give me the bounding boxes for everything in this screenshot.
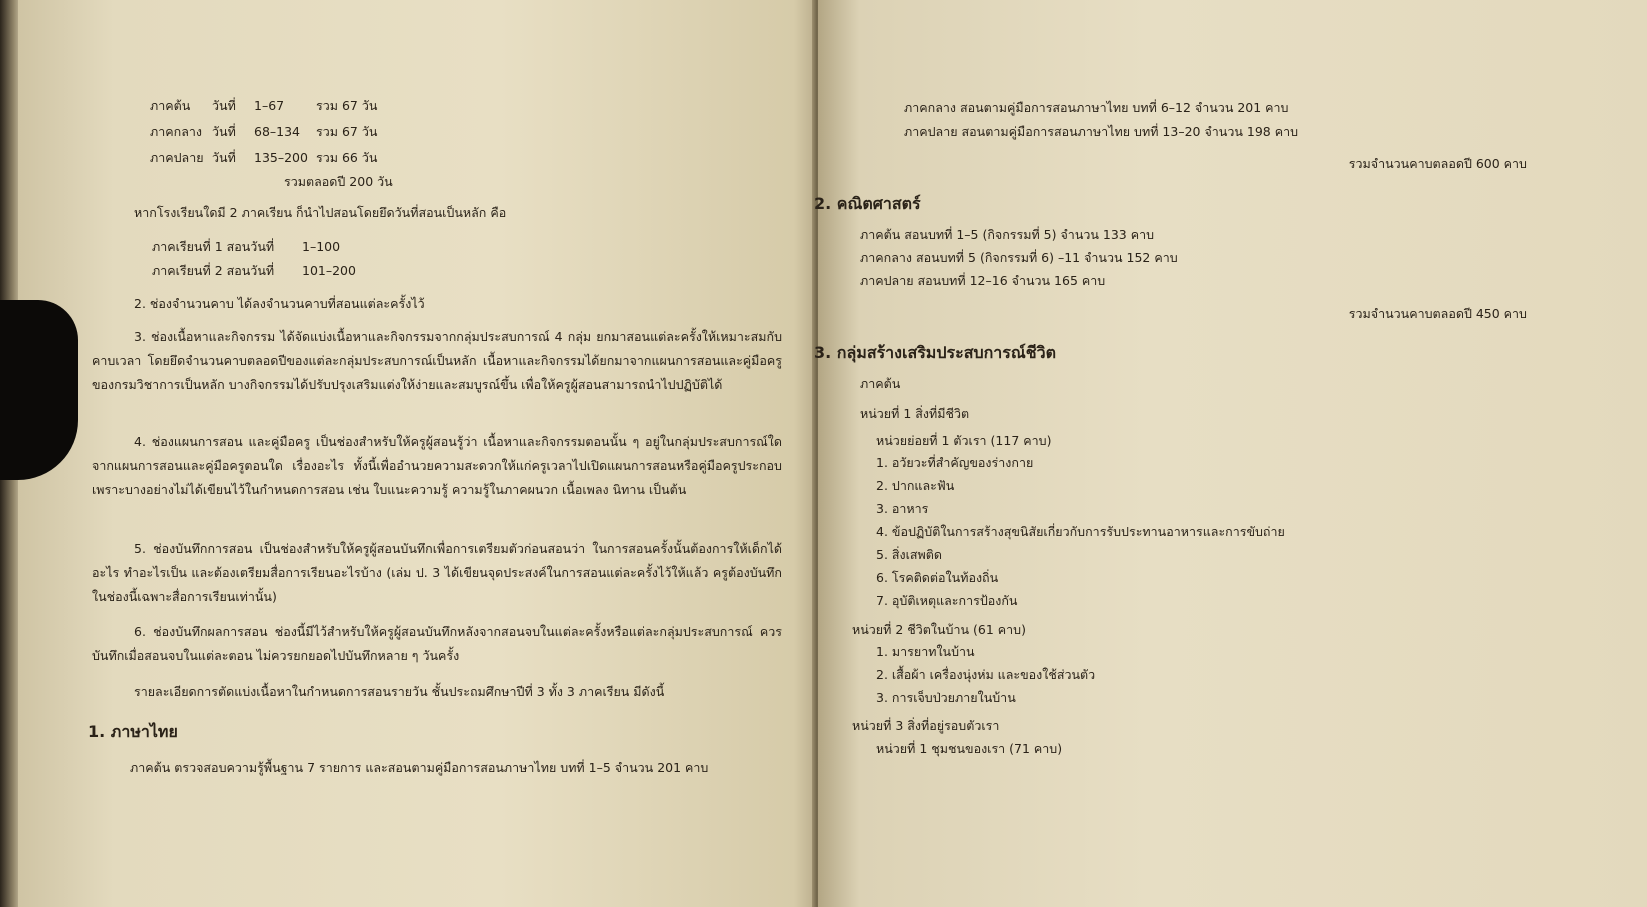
- two-term-row: [152, 263, 356, 279]
- item-2: 2. ช่องจำนวนคาบ ได้ลงจำนวนคาบที่สอนแต่ละครั้งไว้: [134, 296, 425, 311]
- math-total: รวมจำนวนคาบตลอดปี 450 คาบ: [1348, 306, 1527, 321]
- day-label: วันที่: [212, 124, 236, 139]
- subunit-1-title: หน่วยย่อยที่ 1 ตัวเรา (117 คาบ): [876, 433, 1052, 448]
- day-total: รวม 66 วัน: [316, 150, 378, 165]
- list-item: 3. การเจ็บป่วยภายในบ้าน: [876, 690, 1016, 705]
- section-3-title: 3. กลุ่มสร้างเสริมประสบการณ์ชีวิต: [814, 343, 1056, 362]
- item-4: 4. ช่องแผนการสอน และคู่มือครู เป็นช่องสำหรับให้ครูผู้สอนรู้ว่า เนื้อหาและกิจกรรมตอนนั้น ๆ อยู่ในกลุ่มประสบการณ์ใด จากแผนการสอนและคู่มือครูตอนใด เรื่องอะไร ทั้งนี้เพื่ออำนวยความสะดวกให้แก่ครูเวลาไปเปิดแผนการสอนหรือคู่มือครูประกอบ เพราะบางอย่างไม่ได้เขียนไว้ในกำหนดการสอน เช่น ใบแนะความรู้ ความรู้ในภาคผนวก เนื้อเพลง นิทาน เป็นต้น: [92, 434, 782, 497]
- list-item: 2. ปากและฟัน: [876, 478, 955, 493]
- schedule-row: [150, 98, 377, 114]
- schedule-row: [150, 150, 377, 166]
- term-label: ภาคต้น: [150, 98, 191, 113]
- unit-3-title: หน่วยที่ 3 สิ่งที่อยู่รอบตัวเรา: [852, 718, 1000, 733]
- thai-early-line: ภาคต้น ตรวจสอบความรู้พื้นฐาน 7 รายการ และสอนตามคู่มือการสอนภาษาไทย บทที่ 1–5 จำนวน 201 คาบ: [130, 760, 709, 775]
- day-total: รวม 67 วัน: [316, 124, 378, 139]
- unit-3-subunit: หน่วยที่ 1 ชุมชนของเรา (71 คาบ): [876, 741, 1063, 756]
- life-term-label: ภาคต้น: [860, 376, 901, 391]
- two-term-row: [152, 239, 340, 255]
- math-late-line: ภาคปลาย สอนบทที่ 12–16 จำนวน 165 คาบ: [860, 273, 1106, 288]
- day-label: วันที่: [212, 150, 236, 165]
- item-3: 3. ช่องเนื้อหาและกิจกรรม ได้จัดแบ่งเนื้อหาและกิจกรรมจากกลุ่มประสบการณ์ 4 กลุ่ม ยกมาสอนแต่ละครั้งให้เหมาะสมกับคาบเวลา โดยยึดจำนวนคาบตลอดปีของแต่ละกลุ่มประสบการณ์เป็นหลัก เนื้อหาและกิจกรรมได้ยกมาจากแผนการสอนและคู่มือครูของกรมวิชาการเป็นหลัก บางกิจกรรมได้ปรับปรุงเสริมแต่งให้ง่ายและสมบูรณ์ขึ้น เพื่อให้ครูผู้สอนสามารถนำไปปฏิบัติได้: [92, 329, 782, 392]
- schedule-total: รวมตลอดปี 200 วัน: [284, 174, 393, 189]
- list-item: 2. เสื้อผ้า เครื่องนุ่งห่ม และของใช้ส่วนตัว: [876, 667, 1096, 682]
- left-page: [18, 0, 818, 907]
- two-term-range: 1–100: [302, 239, 341, 254]
- term-label: ภาคกลาง: [150, 124, 202, 139]
- math-early-line: ภาคต้น สอนบทที่ 1–5 (กิจกรรมที่ 5) จำนวน 133 คาบ: [860, 227, 1155, 242]
- list-item: 5. สิ่งเสพติด: [876, 547, 943, 562]
- list-item: 4. ข้อปฏิบัติในการสร้างสุขนิสัยเกี่ยวกับการรับประทานอาหารและการขับถ่าย: [876, 524, 1285, 539]
- list-item: 1. มารยาทในบ้าน: [876, 644, 975, 659]
- thai-mid-line: ภาคกลาง สอนตามคู่มือการสอนภาษาไทย บทที่ 6–12 จำนวน 201 คาบ: [904, 100, 1289, 115]
- detail-intro: รายละเอียดการตัดแบ่งเนื้อหาในกำหนดการสอนรายวัน ชั้นประถมศึกษาปีที่ 3 ทั้ง 3 ภาคเรียน มีดังนี้: [134, 684, 665, 699]
- math-mid-line: ภาคกลาง สอนบทที่ 5 (กิจกรรมที่ 6) –11 จำนวน 152 คาบ: [860, 250, 1178, 265]
- day-label: วันที่: [212, 98, 236, 113]
- day-range: 68–134: [254, 124, 301, 139]
- item-6: 6. ช่องบันทึกผลการสอน ช่องนี้มีไว้สำหรับให้ครูผู้สอนบันทึกหลังจากสอนจบในแต่ละครั้งหรือแต่ละกลุ่มประสบการณ์ ควรบันทึกเมื่อสอนจบในแต่ละตอน ไม่ควรยกยอดไปบันทึกหลาย ๆ วันครั้ง: [92, 624, 782, 663]
- schedule-row: [150, 124, 377, 140]
- section-1-title: 1. ภาษาไทย: [88, 722, 178, 741]
- list-item: 3. อาหาร: [876, 501, 929, 516]
- list-item: 7. อุบัติเหตุและการป้องกัน: [876, 593, 1018, 608]
- unit-1-title: หน่วยที่ 1 สิ่งที่มีชีวิต: [860, 406, 970, 421]
- two-term-intro: หากโรงเรียนใดมี 2 ภาคเรียน ก็นำไปสอนโดยยึดวันที่สอนเป็นหลัก คือ: [134, 205, 507, 220]
- two-term-label: ภาคเรียนที่ 1 สอนวันที่: [152, 239, 275, 254]
- day-range: 135–200: [254, 150, 308, 165]
- binding-clip: [0, 300, 78, 480]
- section-2-title: 2. คณิตศาสตร์: [814, 194, 921, 213]
- thai-total: รวมจำนวนคาบตลอดปี 600 คาบ: [1348, 156, 1527, 171]
- two-term-range: 101–200: [302, 263, 356, 278]
- term-label: ภาคปลาย: [150, 150, 204, 165]
- list-item: 6. โรคติดต่อในท้องถิ่น: [876, 570, 999, 585]
- day-total: รวม 67 วัน: [316, 98, 378, 113]
- right-page: [814, 0, 1647, 907]
- subunit-2-title: หน่วยที่ 2 ชีวิตในบ้าน (61 คาบ): [852, 622, 1026, 637]
- two-term-label: ภาคเรียนที่ 2 สอนวันที่: [152, 263, 275, 278]
- item-5: 5. ช่องบันทึกการสอน เป็นช่องสำหรับให้ครูผู้สอนบันทึกเพื่อการเตรียมตัวก่อนสอนว่า ในการสอนครั้งนั้นต้องการให้เด็กได้อะไร ทำอะไรเป็น และต้องเตรียมสื่อการเรียนอะไรบ้าง (เล่ม ป. 3 ได้เขียนจุดประสงค์ในการสอนแต่ละครั้งไว้ให้แล้ว ครูต้องบันทึกในช่องนี้เฉพาะสื่อการเรียนเท่านั้น): [92, 541, 782, 604]
- thai-late-line: ภาคปลาย สอนตามคู่มือการสอนภาษาไทย บทที่ 13–20 จำนวน 198 คาบ: [904, 124, 1299, 139]
- list-item: 1. อวัยวะที่สำคัญของร่างกาย: [876, 455, 1034, 470]
- day-range: 1–67: [254, 98, 285, 113]
